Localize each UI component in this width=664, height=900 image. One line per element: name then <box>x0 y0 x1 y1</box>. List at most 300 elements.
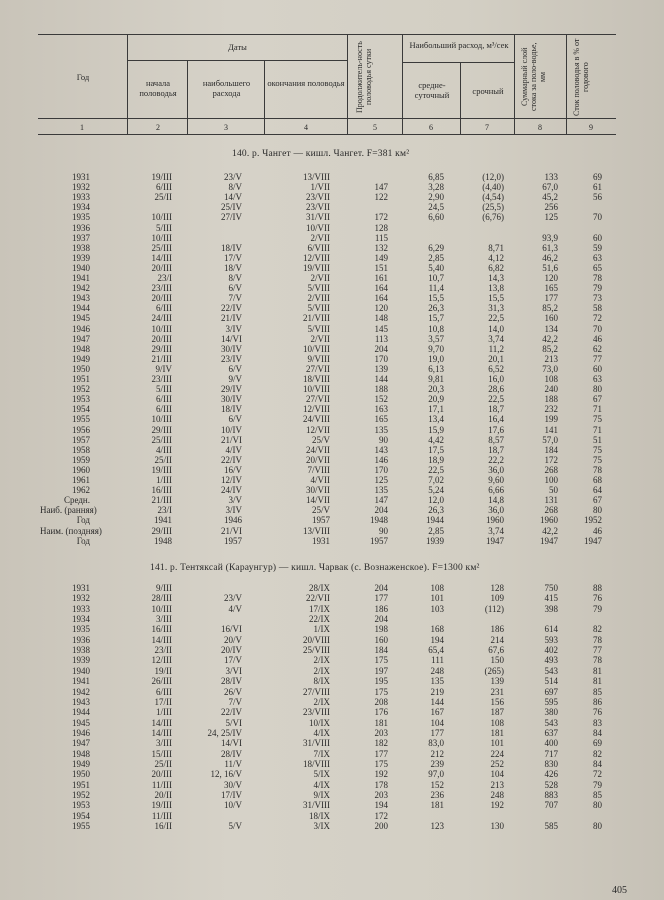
table-cell: 28/III <box>151 593 172 604</box>
table-cell: 415 <box>544 593 558 604</box>
table-cell: 26,3 <box>428 303 444 314</box>
table-cell: (12,0) <box>482 172 504 182</box>
table-cell: 25/II <box>154 454 172 465</box>
table-cell: 101 <box>430 593 444 604</box>
table-cell: 23/III <box>151 283 172 294</box>
row-year-cell: 1948 <box>72 343 90 354</box>
table-cell: 595 <box>544 696 558 707</box>
table-cell: 231 <box>490 686 504 697</box>
table-cell: (25,5) <box>482 202 504 213</box>
table-cell: 67 <box>593 495 602 506</box>
table-cell: 65 <box>593 262 602 273</box>
table-cell: 9/III <box>156 583 172 593</box>
table-cell: 9,81 <box>428 374 444 384</box>
table-cell: 122 <box>374 192 388 203</box>
table-cell: 1948 <box>370 515 388 526</box>
table-cell: 81 <box>593 676 602 687</box>
table-cell: 400 <box>544 738 558 749</box>
table-cell: 147 <box>374 495 388 506</box>
table-cell: 585 <box>544 821 558 832</box>
row-year-cell: 1944 <box>72 303 90 314</box>
row-year-cell: 1960 <box>72 464 90 475</box>
table-cell: 18,9 <box>428 454 444 465</box>
table-cell: 240 <box>544 384 558 395</box>
table-cell: 236 <box>430 790 444 800</box>
table-cell: (6,76) <box>482 212 504 223</box>
table-cell: 2/VII <box>310 273 330 283</box>
table-cell: 11/III <box>151 810 172 821</box>
table-cell: 19/III <box>151 464 172 475</box>
row-year-cell: 1938 <box>72 242 90 253</box>
table-cell: 19/III <box>151 172 172 182</box>
table-cell: 19/VIII <box>303 262 330 273</box>
table-cell: 2/IX <box>313 655 330 666</box>
table-cell: 208 <box>374 696 388 707</box>
table-cell: 14/III <box>151 727 172 738</box>
row-year-cell: 1955 <box>72 821 90 832</box>
table-cell: 8/V <box>228 182 242 193</box>
table-cell: 36,0 <box>488 505 504 516</box>
table-cell: 57,0 <box>542 434 558 445</box>
table-cell: 25/II <box>154 192 172 203</box>
table-cell: (4,40) <box>482 182 504 193</box>
table-cell: 135 <box>374 485 388 496</box>
table-cell: 5/VIII <box>307 303 330 314</box>
table-cell: 65,4 <box>428 645 444 656</box>
table-cell: 62 <box>593 343 602 354</box>
table-cell: 3/IX <box>313 821 330 832</box>
table-cell: 147 <box>374 182 388 193</box>
table-cell: 1960 <box>486 515 504 526</box>
table-cell: 77 <box>593 353 602 364</box>
table-cell: 14/VI <box>221 738 242 749</box>
table-cell: 1/VII <box>310 182 330 193</box>
table-cell: 85,2 <box>542 343 558 354</box>
row-year-cell: 1943 <box>72 293 90 304</box>
row-year-cell: 1949 <box>72 758 90 769</box>
table-cell: 12, 16/V <box>210 769 242 780</box>
row-year-cell: 1949 <box>72 353 90 364</box>
table-cell: 79 <box>593 603 602 614</box>
section-title: 140. р. Чангет — кишл. Чангет. F=381 км² <box>232 149 410 159</box>
table-cell: 78 <box>593 655 602 666</box>
row-year-cell: 1952 <box>72 384 90 395</box>
table-cell: 125 <box>544 212 558 223</box>
table-cell: 181 <box>374 717 388 728</box>
table-cell: 3,74 <box>488 333 504 344</box>
table-cell: 27/IV <box>221 212 242 223</box>
table-cell: 18/VIII <box>303 758 330 769</box>
table-cell: 1941 <box>154 515 172 526</box>
table-cell: 194 <box>374 800 388 811</box>
table-cell: 23/II <box>154 645 172 656</box>
table-cell: 83,0 <box>428 738 444 749</box>
table-cell: 25/II <box>154 758 172 769</box>
table-cell: 78 <box>593 464 602 475</box>
table-cell: 21/VI <box>221 525 242 536</box>
table-cell: 6,60 <box>428 212 444 223</box>
table-cell: 493 <box>544 655 558 666</box>
table-cell: 18/IX <box>309 810 330 821</box>
table-cell: 25/III <box>151 434 172 445</box>
table-cell: 188 <box>544 394 558 405</box>
table-cell: 19/III <box>151 800 172 811</box>
table-cell: 67,0 <box>542 182 558 193</box>
header-bottom-rule <box>38 118 616 119</box>
table-cell: 36,0 <box>488 464 504 475</box>
table-cell: 5/IX <box>313 769 330 780</box>
table-cell: 22,2 <box>488 454 504 465</box>
table-cell: 181 <box>430 800 444 811</box>
table-cell: 199 <box>544 414 558 425</box>
row-year-cell: 1946 <box>72 323 90 334</box>
table-cell: 398 <box>544 603 558 614</box>
table-cell: 5/VIII <box>307 283 330 294</box>
table-cell: 167 <box>430 707 444 718</box>
table-cell: 6/III <box>156 303 172 314</box>
table-cell: 28/IV <box>221 676 242 687</box>
table-cell: 13,4 <box>428 414 444 425</box>
col-duration-heading: Продолжитель-ность половодья сутки <box>355 41 373 113</box>
table-cell: 139 <box>374 363 388 374</box>
table-cell: 12/VII <box>306 424 330 435</box>
table-cell: 192 <box>490 800 504 811</box>
table-cell: 125 <box>374 475 388 485</box>
row-year-cell: 1956 <box>72 424 90 435</box>
table-cell: 120 <box>374 303 388 314</box>
col-number: 8 <box>538 123 542 132</box>
table-cell: 144 <box>430 696 444 707</box>
table-cell: 160 <box>544 313 558 324</box>
table-cell: 13/VIII <box>303 525 330 536</box>
table-cell: 29/III <box>151 424 172 435</box>
table-cell: 7/VIII <box>307 464 330 475</box>
table-cell: 4/VII <box>310 475 330 485</box>
table-cell: 22,5 <box>488 313 504 324</box>
col-number: 4 <box>304 123 308 132</box>
table-cell: 1957 <box>224 535 242 546</box>
table-cell: 20/II <box>154 790 172 800</box>
table-cell: 25/III <box>151 242 172 253</box>
row-year-cell: 1932 <box>72 182 90 193</box>
table-cell: 17,6 <box>488 424 504 435</box>
table-cell: 29/III <box>151 525 172 536</box>
table-cell: 248 <box>430 665 444 676</box>
col-total-heading: Суммарный слой стока за поло-водье, мм <box>520 42 547 112</box>
row-year-cell: Наиб. (ранняя) <box>40 505 97 516</box>
table-cell: 2,90 <box>428 192 444 203</box>
table-cell: 170 <box>374 353 388 364</box>
table-cell: 5,24 <box>428 485 444 496</box>
table-cell: 148 <box>374 313 388 324</box>
number-row-rule <box>38 134 616 135</box>
table-cell: 268 <box>544 464 558 475</box>
col-start-heading: начала половодья <box>139 78 177 98</box>
table-cell: 7/V <box>228 696 242 707</box>
table-cell: 84 <box>593 758 602 769</box>
table-cell: 120 <box>544 273 558 283</box>
table-cell: 111 <box>431 655 444 666</box>
table-cell: 31/VIII <box>303 738 330 749</box>
table-cell: 68 <box>593 475 602 485</box>
table-cell: 8,57 <box>488 434 504 445</box>
table-cell: 10,8 <box>428 323 444 334</box>
table-cell: 252 <box>490 758 504 769</box>
table-cell: 14,8 <box>488 495 504 506</box>
table-cell: 46 <box>593 333 602 344</box>
table-cell: 101 <box>490 738 504 749</box>
row-year-cell: 1936 <box>72 634 90 645</box>
table-cell: 177 <box>374 593 388 604</box>
table-cell: 149 <box>374 252 388 263</box>
table-cell: 194 <box>430 634 444 645</box>
table-cell: 23/VIII <box>303 707 330 718</box>
table-cell: 164 <box>374 293 388 304</box>
table-cell: 12/III <box>151 655 172 666</box>
table-cell: 4/IV <box>225 444 242 455</box>
table-cell: 198 <box>374 624 388 635</box>
table-cell: 25/V <box>312 434 330 445</box>
table-cell: 6,85 <box>428 172 444 182</box>
table-cell: 177 <box>544 293 558 304</box>
table-cell: 14/III <box>151 634 172 645</box>
table-cell: 18/IV <box>221 242 242 253</box>
table-cell: 3/VI <box>225 665 242 676</box>
table-cell: 1952 <box>584 515 602 526</box>
table-cell: 30/IV <box>221 394 242 405</box>
row-year-cell: 1959 <box>72 454 90 465</box>
row-year-cell: 1947 <box>72 333 90 344</box>
row-year-cell: 1934 <box>72 614 90 625</box>
table-cell: 18,7 <box>488 444 504 455</box>
table-cell: 20/V <box>224 634 242 645</box>
table-cell: 93,9 <box>542 232 558 243</box>
table-cell: 16/V <box>224 464 242 475</box>
table-cell: 17/V <box>224 655 242 666</box>
row-year-cell: 1933 <box>72 192 90 203</box>
table-cell: 75 <box>593 444 602 455</box>
table-cell: 144 <box>374 374 388 384</box>
table-cell: 426 <box>544 769 558 780</box>
table-cell: 103 <box>430 603 444 614</box>
table-cell: 3/III <box>156 614 172 625</box>
table-cell: 23/V <box>224 172 242 182</box>
table-cell: 79 <box>593 283 602 294</box>
row-year-cell: 1934 <box>72 202 90 213</box>
table-cell: 1/III <box>156 475 172 485</box>
table-cell: 28/IX <box>309 583 330 593</box>
table-cell: 81 <box>593 665 602 676</box>
col-sep <box>187 60 188 134</box>
table-cell: 6/V <box>228 283 242 294</box>
table-cell: 182 <box>374 738 388 749</box>
row-year-cell: 1941 <box>72 273 90 283</box>
row-year-cell: Средн. <box>63 495 90 506</box>
table-cell: 24,5 <box>428 202 444 213</box>
col-sep <box>566 34 567 134</box>
table-cell: 13,8 <box>488 283 504 294</box>
table-cell: 20/III <box>151 333 172 344</box>
table-cell: 184 <box>544 444 558 455</box>
table-cell: 5/VIII <box>307 323 330 334</box>
table-cell: 6,52 <box>488 363 504 374</box>
table-cell: 22,5 <box>488 394 504 405</box>
col-number: 7 <box>485 123 489 132</box>
table-cell: 23/VII <box>306 202 330 213</box>
table-cell: 51 <box>593 434 602 445</box>
table-cell: 204 <box>374 614 388 625</box>
row-year-cell: 1944 <box>72 707 90 718</box>
row-year-cell: 1950 <box>72 363 90 374</box>
table-cell: 6/III <box>156 686 172 697</box>
table-cell: 151 <box>374 262 388 273</box>
table-cell: 5,40 <box>428 262 444 273</box>
table-cell: 22/IX <box>309 614 330 625</box>
table-cell: 152 <box>374 394 388 405</box>
table-cell: 232 <box>544 404 558 415</box>
table-cell: 11/III <box>151 779 172 790</box>
table-cell: 1948 <box>154 535 172 546</box>
table-cell: 60 <box>593 232 602 243</box>
table-cell: 80 <box>593 821 602 832</box>
table-cell: 45,2 <box>542 192 558 203</box>
table-cell: 135 <box>430 676 444 687</box>
table-cell: 2,85 <box>428 252 444 263</box>
table-cell: 69 <box>593 172 602 182</box>
row-year-cell: Наим. (поздняя) <box>40 525 102 536</box>
table-cell: 80 <box>593 505 602 516</box>
table-cell: 11/V <box>224 758 242 769</box>
table-cell: 97,0 <box>428 769 444 780</box>
row-year-cell: 1932 <box>72 593 90 604</box>
col-sep <box>514 34 515 134</box>
table-cell: 188 <box>374 384 388 395</box>
table-cell: 178 <box>374 779 388 790</box>
table-cell: 85 <box>593 686 602 697</box>
table-cell: 172 <box>544 454 558 465</box>
table-cell: 14/III <box>151 252 172 263</box>
row-year-cell: 1931 <box>72 583 90 593</box>
table-cell: 22/IV <box>221 454 242 465</box>
table-cell: 204 <box>374 343 388 354</box>
table-cell: 750 <box>544 583 558 593</box>
table-cell: 75 <box>593 454 602 465</box>
table-cell: 71 <box>593 404 602 415</box>
table-cell: 12/IV <box>221 475 242 485</box>
table-cell: 6,66 <box>488 485 504 496</box>
table-cell: (112) <box>484 603 504 614</box>
table-cell: 6/III <box>156 182 172 193</box>
table-cell: 186 <box>374 603 388 614</box>
table-cell: 30/IV <box>221 343 242 354</box>
table-cell: 145 <box>374 323 388 334</box>
table-cell: 24/IV <box>221 485 242 496</box>
table-cell: 10/IV <box>221 424 242 435</box>
table-cell: 73 <box>593 293 602 304</box>
table-cell: 8/V <box>228 273 242 283</box>
col-sep <box>347 34 348 134</box>
table-cell: 1947 <box>584 535 602 546</box>
table-cell: 27/VIII <box>303 686 330 697</box>
table-cell: 22/IV <box>221 707 242 718</box>
table-cell: 61 <box>593 182 602 193</box>
table-cell: 168 <box>430 624 444 635</box>
table-cell: 17,5 <box>428 444 444 455</box>
table-cell: 204 <box>374 583 388 593</box>
table-cell: 16/VI <box>221 624 242 635</box>
table-cell: 175 <box>374 758 388 769</box>
table-cell: 5/III <box>156 222 172 233</box>
table-cell: 141 <box>544 424 558 435</box>
col-number: 9 <box>589 123 593 132</box>
row-year-cell: 1942 <box>72 283 90 294</box>
table-cell: 14/III <box>151 717 172 728</box>
table-cell: 10/VIII <box>303 343 330 354</box>
col-sep <box>127 34 128 134</box>
table-cell: 203 <box>374 790 388 800</box>
table-cell: 23/III <box>151 374 172 384</box>
col-peak-heading: наибольшего расхода <box>202 78 251 98</box>
table-cell: 86 <box>593 696 602 707</box>
row-year-cell: 1940 <box>72 665 90 676</box>
table-cell: 135 <box>374 424 388 435</box>
table-cell: 146 <box>374 454 388 465</box>
row-year-cell: 1958 <box>72 444 90 455</box>
table-cell: 176 <box>374 707 388 718</box>
table-cell: 67,6 <box>488 645 504 656</box>
table-cell: 79 <box>593 779 602 790</box>
row-year-cell: 1952 <box>72 790 90 800</box>
table-cell: 9/IX <box>313 790 330 800</box>
table-cell: 6/III <box>156 404 172 415</box>
table-cell: 139 <box>490 676 504 687</box>
table-cell: 28/IV <box>221 748 242 759</box>
row-year-cell: 1951 <box>72 779 90 790</box>
table-cell: 6,13 <box>428 363 444 374</box>
table-cell: 8,71 <box>488 242 504 253</box>
table-cell: 20/VIII <box>303 634 330 645</box>
table-cell: 25/V <box>312 505 330 516</box>
table-cell: 9/IV <box>155 363 172 374</box>
row-year-cell: 1954 <box>72 404 90 415</box>
table-cell: 186 <box>490 624 504 635</box>
col-number: 3 <box>224 123 228 132</box>
table-cell: 637 <box>544 727 558 738</box>
table-cell: 3/III <box>156 738 172 749</box>
table-cell: 175 <box>374 655 388 666</box>
table-cell: 3,74 <box>488 525 504 536</box>
table-cell: 10/III <box>151 323 172 334</box>
table-cell: 1957 <box>370 535 388 546</box>
table-cell: 5/III <box>156 384 172 395</box>
table-cell: 1/IX <box>313 624 330 635</box>
table-cell: 24/VIII <box>303 414 330 425</box>
table-cell: 24, 25/IV <box>207 727 242 738</box>
table-cell: 2,85 <box>428 525 444 536</box>
row-year-cell: 1948 <box>72 748 90 759</box>
table-cell: 17/V <box>224 252 242 263</box>
row-year-cell: 1939 <box>72 252 90 263</box>
table-cell: 3/V <box>228 495 242 506</box>
table-cell: 2/VIII <box>307 293 330 304</box>
col-number: 5 <box>373 123 377 132</box>
table-cell: 61,3 <box>542 242 558 253</box>
table-cell: 21/VI <box>221 434 242 445</box>
table-cell: 73,0 <box>542 363 558 374</box>
table-cell: 3,57 <box>428 333 444 344</box>
table-cell: 21/VIII <box>303 313 330 324</box>
table-cell: 90 <box>379 434 388 445</box>
